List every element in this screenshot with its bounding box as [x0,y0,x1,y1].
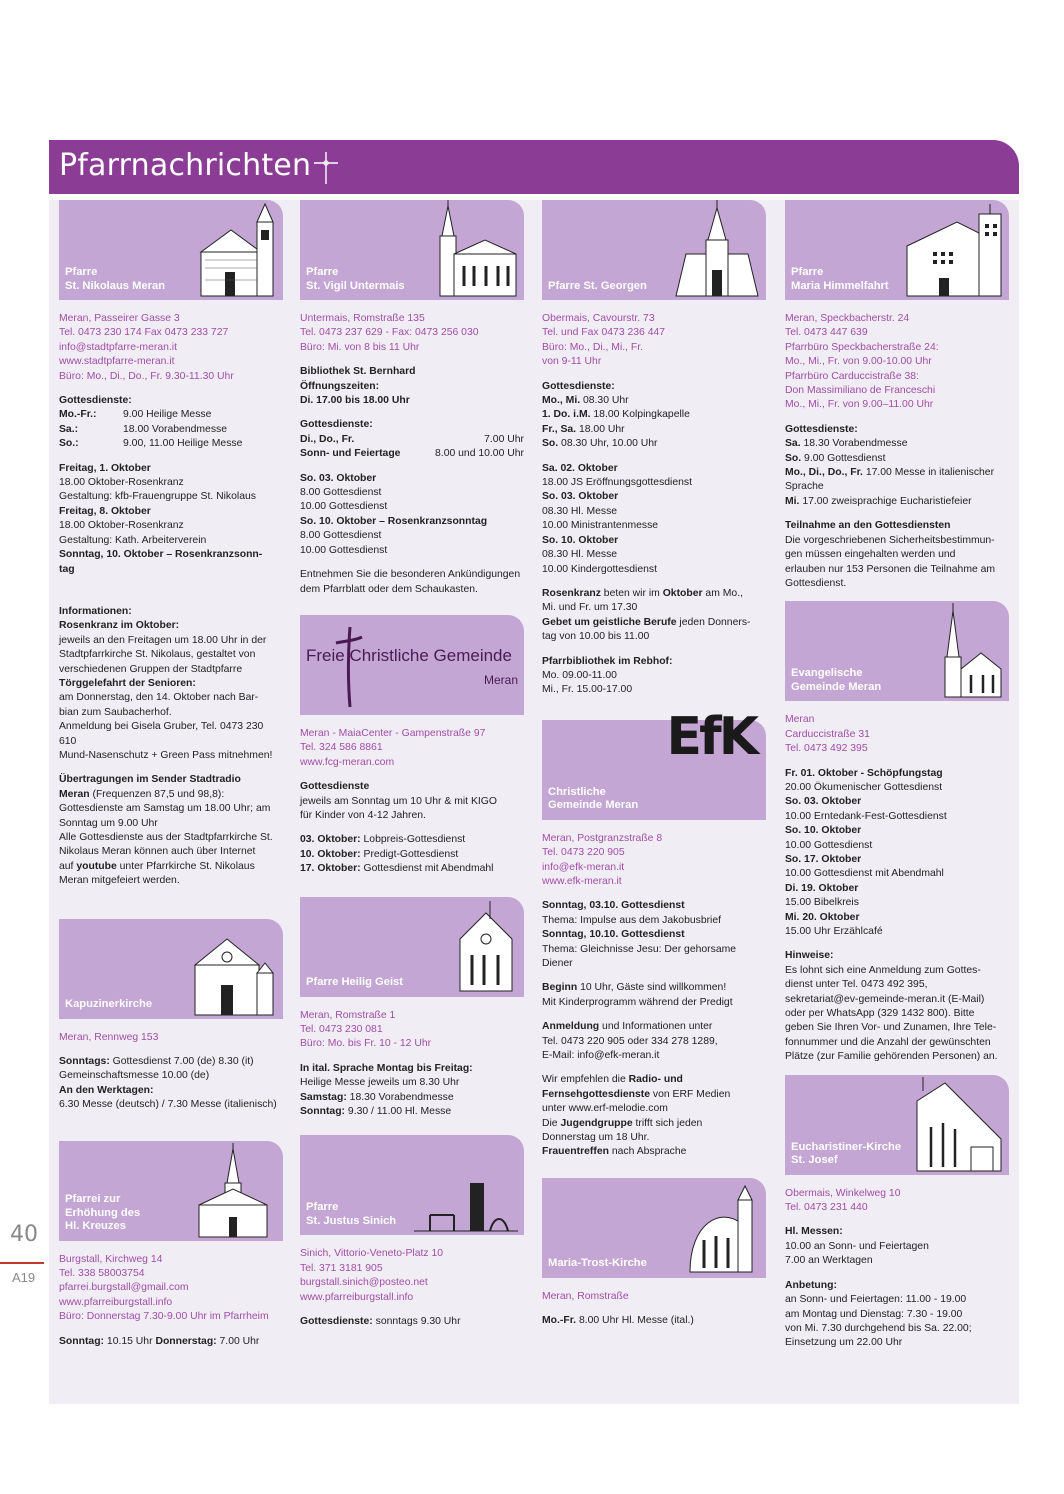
service-day: So. [542,438,559,450]
event-desc: 8.00 Gottesdienst 10.00 Gottesdienst [300,530,388,556]
sunday-desc: Gottesdienst 7.00 (de) 8.30 (it) Gemeinschaftsmesse 10.00 (de) [59,1056,254,1082]
church-illustration-icon [193,1143,273,1239]
saturday-desc: 18.30 Vorabendmesse [346,1091,454,1103]
event-desc: 8.00 Gottesdienst 10.00 Gottesdienst [300,487,388,513]
event-title: Sonntag, 10. Oktober – Rosenkranzsonn- tag [59,549,263,575]
efk-logo-icon: EfK [666,706,756,767]
masses-desc: 10.00 an Sonn- und Feiertagen 7.00 an Werktagen [785,1240,929,1267]
parish-name: Christliche Gemeinde Meran [548,785,639,812]
weekday-desc: 6.30 Messe (deutsch) / 7.30 Messe (italienisch) [59,1099,277,1111]
weekday-desc: Heilige Messe jeweils um 8.30 Uhr [300,1077,460,1089]
notes-desc: Es lohnt sich eine Anmeldung zum Gottes- dienst unter Tel. 0473 492 395, sekretariat@ev-gemeinde-meran.it (E-Mail) oder per WhatsApp (329 1432 800). Bitte geben Sie Ihren Vor- und Zunamen, Ihre Tele- fonnummer und die Anzahl der gewünschten Plätze (zur Familie gehörenden Personen) an. [785,964,998,1063]
rosary-label: Rosenkranz [542,587,601,599]
event-title: So. 03. Oktober [785,796,862,808]
event-title: Sonntag, 03.10. Gottesdienst [542,900,685,912]
event-desc: 10.00 Gottesdienst [785,839,873,851]
contact-info: Meran, Passeirer Gasse 3 Tel. 0473 230 174 Fax 0473 233 727 info@stadtpfarre-meran.it www.stadtpfarre-meran.it Büro: Mo., Di., Do., Fr. 9.30-11.30 Uhr [59,313,234,382]
sunday-label: Sonntag: [59,1335,105,1347]
library-title: Bibliothek St. Bernhard Öffnungszeiten: Di. 17.00 bis 18.00 Uhr [300,366,416,407]
adoration-desc: an Sonn- und Feiertagen: 11.00 - 19.00 am Montag und Dienstag: 7.30 - 19.00 von Mi. 7.30 durchgehend bis Sa. 22.00; Einsetzung um 22.00 Uhr [785,1294,972,1349]
notes-title: Hinweise: [785,950,834,962]
service-day: Fr., Sa. [542,423,577,435]
service-day: Sa.: [59,423,79,435]
thursday-label: Donnerstag: [155,1335,217,1347]
parish-header-st-nikolaus [59,200,283,300]
church-illustration-icon [430,200,520,298]
content-panel [49,200,1019,1404]
event-date: 17. Oktober: [300,863,361,875]
parish-name: Kapuzinerkirche [65,998,153,1011]
event-desc: 20.00 Ökumenischer Gottesdienst [785,781,943,793]
contact-info: Burgstall, Kirchweg 14 Tel. 338 58003754 pfarrei.burgstall@gmail.com www.pfarreiburgstall.info Büro: Donnerstag 7.30-9.00 Uhr im Pfarrheim [59,1253,269,1323]
event-desc: 15.00 Bibelkreis [785,897,859,909]
radio-block [59,773,283,888]
st-justus-services [300,1315,524,1329]
church-illustration-icon [197,200,281,298]
event-desc: 18.00 Oktober-Rosenkranz Gestaltung: kfb-Frauengruppe St. Nikolaus [59,477,256,503]
contact-info: Meran, Postgranzstraße 8 Tel. 0473 220 905 info@efk-meran.it www.efk-meran.it [542,832,663,887]
event-desc: Predigt-Gottesdienst [360,848,459,860]
youtube-label: youtube [76,860,117,872]
service-row [300,447,524,461]
parish-header-st-josef [785,1075,1009,1175]
service-day: So. [785,452,802,464]
event-desc: Thema: Gleichnisse Jesu: Der gehorsame Diener [542,943,737,969]
column-4 [785,200,1009,1361]
service-row [59,423,283,437]
efk-registration [542,1020,766,1063]
service-day: So.: [59,438,79,450]
efk-begin [542,981,766,1010]
efk-media [542,1073,766,1159]
begin-label: Beginn [542,982,578,994]
seniors-title: Törggelefahrt der Senioren: [59,677,196,689]
kapuziner-services [59,1055,283,1113]
parish-header-burgstall [59,1141,283,1241]
event-title: So. 10. Oktober [542,534,619,546]
service-row [59,408,283,422]
service-day: Sonn- und Feiertage [300,448,401,460]
event-desc: 10.00 Erntedank-Fest-Gottesdienst [785,810,947,822]
parish-name: Pfarre St. Vigil Untermais [306,266,405,292]
library-hours: Mo. 09.00-11.00 Mi., Fr. 15.00-17.00 [542,669,633,696]
service-desc: 18.00 Uhr [576,423,625,435]
parish-header-kapuziner [59,919,283,1019]
fcg-services [300,780,524,823]
contact-info: Meran Carduccistraße 31 Tel. 0473 492 395 [785,714,870,755]
contact-info: Meran, Romstraße [542,1290,629,1302]
service-desc: 9.00 Gottesdienst [801,452,886,464]
fcg-logo-sub: Meran [483,672,518,687]
rosary-desc-end: am Mo., Mi. und Fr. um 17.30 [542,587,743,614]
column-1 [59,200,283,1359]
event-desc: Gottesdienst mit Abendmahl [360,863,494,875]
contact-info: Obermais, Winkelweg 10 Tel. 0473 231 440 [785,1187,901,1214]
church-illustration-icon [410,1175,520,1233]
event-desc: Lobpreis-Gottesdienst [360,834,466,846]
services-block [59,394,283,452]
service-day: Mo., Di., Do., Fr. [785,467,863,479]
event-desc: 08.30 Hl. Messe 10.00 Ministrantenmesse [542,505,659,532]
prayer-label: Gebet um geistliche Berufe [542,616,677,628]
fcg-logo-box [300,615,524,715]
event-title: So. 10. Oktober [785,825,862,837]
fcg-logo-text: Freie Christliche Gemeinde [306,645,512,665]
service-row [300,433,524,447]
church-illustration-icon [682,1184,758,1274]
service-desc: 18.30 Vorabendmesse [800,438,908,450]
burgstall-services [59,1335,283,1349]
parish-name: Pfarre St. Nikolaus Meran [65,266,166,292]
sunday-time: 10.15 Uhr [104,1335,156,1347]
october-events [300,472,524,558]
parish-name: Pfarre Heilig Geist [306,976,403,989]
youth-desc: trifft sich jeden Donnerstag um 18 Uhr. [542,1117,703,1144]
services-title: Gottesdienste [300,781,370,793]
parish-header-maria-trost [542,1178,766,1278]
page-title: Pfarrnachrichten [59,148,312,183]
event-title: So. 10. Oktober – Rosenkranzsonntag [300,515,488,527]
service-row [59,437,283,451]
event-title: Di. 19. Oktober [785,882,859,894]
service-desc: 9.00 Heilige Messe [123,409,212,421]
parish-header-st-justus [300,1135,524,1235]
participation-block [785,519,1009,591]
note-text: Entnehmen Sie die besonderen Ankündigungen dem Pfarrblatt oder dem Schaukasten. [300,569,521,595]
event-desc: 18.00 Oktober-Rosenkranz Gestaltung: Kath. Arbeiterverein [59,520,207,546]
parish-name: Eucharistiner-Kirche St. Josef [791,1140,902,1167]
heilig-geist-services [300,1062,524,1120]
library-title: Pfarrbibliothek im Rebhof: [542,655,673,667]
parish-name: Pfarre St. Georgen [548,279,647,292]
rosary-month: Oktober [662,587,703,599]
event-title: Freitag, 1. Oktober [59,462,151,474]
services-title: Gottesdienste: [59,395,132,407]
radio-title: Übertragungen im Sender Stadtradio Meran [59,774,241,800]
event-title: So. 03. Oktober [300,472,377,484]
weekday-desc: 8.00 Uhr Hl. Messe (ital.) [576,1315,694,1327]
services-block [542,380,766,452]
services-title: Gottesdienste: [300,419,373,431]
rosary-desc: jeweils an den Freitagen um 18.00 Uhr in der Stadtpfarrkirche St. Nikolaus, gestaltet von verschiedenen Gruppen der Stadtpfarre [59,634,267,675]
service-desc: 08.30 Uhr, 10.00 Uhr [558,438,658,450]
notes-block [785,949,1009,1064]
services-desc: jeweils am Sonntag um 10 Uhr & mit KIGO für Kinder von 4-12 Jahren. [300,795,497,821]
event-title: Mi. 20. Oktober [785,911,860,923]
maria-trost-services [542,1314,766,1328]
parish-header-st-vigil [300,200,524,300]
contact-info: Meran, Rennweg 153 [59,1031,159,1043]
page-number-rule [0,1262,44,1264]
information-block [59,605,283,763]
event-desc: 18.00 JS Eröffnungsgottesdienst [542,477,692,489]
weekday-label: In ital. Sprache Montag bis Freitag: [300,1062,473,1074]
contact-info: Meran - MaiaCenter - Gampenstraße 97 Tel. 324 586 8861 www.fcg-meran.com [300,727,486,768]
contact-info: Untermais, Romstraße 135 Tel. 0473 237 629 - Fax: 0473 256 030 Büro: Mi. von 8 bis 11 Uhr [300,313,479,353]
parish-header-st-georgen [542,200,766,300]
october-events [785,767,1009,940]
sunday-desc: 9.30 / 11.00 Hl. Messe [345,1106,452,1117]
media-intro: Wir empfehlen die [542,1074,629,1086]
church-illustration-icon [929,603,1005,699]
registration-desc: und Informationen unter Tel. 0473 220 905 oder 334 278 1289, E-Mail: info@efk-meran.it [542,1021,718,1062]
event-title: Freitag, 8. Oktober [59,505,151,517]
parish-header-heilig-geist [300,897,524,997]
event-title: So. 03. Oktober [542,491,619,503]
event-desc: 10.00 Gottesdienst mit Abendmahl [785,868,944,880]
service-day: Mi. [785,495,800,507]
service-desc: 9.00, 11.00 Heilige Messe [123,438,243,450]
registration-label: Anmeldung [542,1021,600,1033]
services-title: Gottesdienste: [785,423,858,435]
event-desc: 15.00 Uhr Erzählcafé [785,926,883,937]
contact-info: Sinich, Vittorio-Veneto-Platz 10 Tel. 371 3181 905 burgstall.sinich@posteo.net www.pfarreiburgstall.info [300,1248,444,1303]
radio-desc: (Frequenzen 87,5 und 98,8): Gottesdienste am Samstag um 18.00 Uhr; am Sonntag um 9.00 Uhr Alle Gottesdienste aus der Stadtpfarrkirche St. Nikolaus Meran können auch über Internet auf [59,788,273,872]
event-date: 03. Oktober: [300,834,361,846]
service-desc: 18.00 Kolpingkapelle [590,409,690,421]
services-label: Gottesdienste: [300,1316,373,1328]
event-desc: 08.30 Hl. Messe 10.00 Kindergottesdienst [542,549,657,575]
column-3 [542,200,766,1339]
weekday-label: An den Werktagen: [59,1084,154,1096]
participation-title: Teilnahme an den Gottesdiensten [785,520,951,532]
parish-name: Maria-Trost-Kirche [548,1257,647,1270]
column-2 [300,200,524,1339]
fcg-events [300,833,524,876]
service-day: 1. Do. i.M. [542,409,591,421]
efk-services [542,899,766,971]
contact-info: Meran, Romstraße 1 Tel. 0473 230 081 Büro: Mo. bis Fr. 10 - 12 Uhr [300,1009,432,1050]
radio-desc-end: unter Pfarrkirche St. Nikolaus Meran mitgefeiert werden. [59,860,255,887]
youth-label: Jugendgruppe [560,1117,633,1129]
prayer-desc: jeden Donners- tag von 10.00 bis 11.00 [542,616,751,643]
masses-title: Hl. Messen: [785,1226,843,1238]
rosary-desc: beten wir im [600,587,663,599]
parish-name: Pfarre Maria Himmelfahrt [791,266,889,292]
event-desc: Thema: Impulse aus dem Jakobusbrief [542,914,722,926]
october-events [542,462,766,577]
event-title: Sonntag, 10.10. Gottesdienst [542,929,685,941]
church-illustration-icon [911,1077,1005,1173]
service-day: Mo.-Fr.: [59,409,97,421]
parish-header-maria-himmelfahrt [785,200,1009,300]
parish-header-efk [542,706,766,820]
services-block [300,418,524,461]
adoration-block [785,1279,1009,1351]
service-desc: 17.00 Messe in italienischer Sprache [785,467,995,493]
october-events [59,462,283,577]
masses-block [785,1225,1009,1268]
church-illustration-icon [187,925,277,1017]
service-time: 8.00 und 10.00 Uhr [435,448,524,460]
parish-name: Pfarrei zur Erhöhung des Hl. Kreuzes [65,1193,141,1233]
event-title: Fr. 01. Oktober - Schöpfungstag [785,767,943,779]
rosary-title: Rosenkranz im Oktober: [59,620,180,632]
church-illustration-icon [672,200,762,298]
service-day: Sa. [785,438,801,450]
adoration-title: Anbetung: [785,1279,837,1291]
saturday-label: Samstag: [300,1091,347,1103]
women-label: Frauentreffen [542,1146,609,1158]
parish-name: Pfarre St. Justus Sinich [306,1201,397,1227]
services-block [785,423,1009,509]
service-desc: 17.00 zweisprachige Eucharistiefeier [799,495,972,507]
women-desc: nach Absprache [608,1146,687,1158]
services-desc: sonntags 9.30 Uhr [372,1316,461,1328]
contact-info: Obermais, Cavourstr. 73 Tel. und Fax 0473 236 447 Büro: Mo., Di., Mi., Fr. von 9-11 Uhr [542,313,666,368]
begin-desc: 10 Uhr, Gäste sind willkommen! Mit Kinderprogramm während der Predigt [542,982,733,1008]
service-day: Mo., Mi. [542,395,581,407]
cross-icon [311,150,341,186]
weekday-label: Mo.-Fr. [542,1315,577,1327]
church-illustration-icon [450,899,520,993]
services-title: Gottesdienste: [542,380,615,392]
library-block [542,655,766,698]
sunday-label: Sonntag: [300,1106,346,1117]
church-illustration-icon [903,202,1007,298]
library-block [300,365,524,408]
event-title: Sa. 02. Oktober [542,462,618,474]
cross-logo-icon [334,623,364,709]
service-time: 7.00 Uhr [484,433,524,445]
parish-header-evangelisch [785,601,1009,701]
info-title: Informationen: [59,605,132,617]
participation-desc: Die vorgeschriebenen Sicherheitsbestimmun- gen müssen eingehalten werden und erlauben nur 153 Personen die Teilnahme am Gottesdienst. [785,534,996,589]
rosary-block [542,587,766,645]
media-label: Radio- und Fernsehgottesdienste [542,1074,683,1100]
event-date: 10. Oktober: [300,848,361,860]
service-desc: 08.30 Uhr [580,395,629,407]
seniors-desc: am Donnerstag, den 14. Oktober nach Bar- bian zum Saubacherhof. Anmeldung bei Gisela Gruber, Tel. 0473 230 610 Mund-Nasenschutz + Green Pass mitnehmen! [59,692,273,761]
contact-info: Meran, Speckbacherstr. 24 Tel. 0473 447 639 Pfarrbüro Speckbacherstraße 24: Mo., Mi., Fr. von 9.00-10.00 Uhr Pfarrbüro Carduccistraße 38: Don Massimiliano de Franceschi Mo., Mi., Fr. von 9.00–11.00 Uhr [785,313,939,411]
sunday-label: Sonntags: [59,1056,110,1068]
parish-name: Evangelische Gemeinde Meran [791,667,882,693]
thursday-time: 7.00 Uhr [216,1335,260,1347]
service-day: Di., Do., Fr. [300,433,355,445]
page-number: 40 [10,1222,38,1247]
service-desc: 18.00 Vorabendmesse [123,423,227,435]
page-sub-number: A19 [12,1270,36,1285]
media-desc: von ERF Medien unter www.erf-melodie.com Die [542,1088,731,1129]
section-header [49,140,1019,194]
event-title: So. 17. Oktober [785,853,862,865]
